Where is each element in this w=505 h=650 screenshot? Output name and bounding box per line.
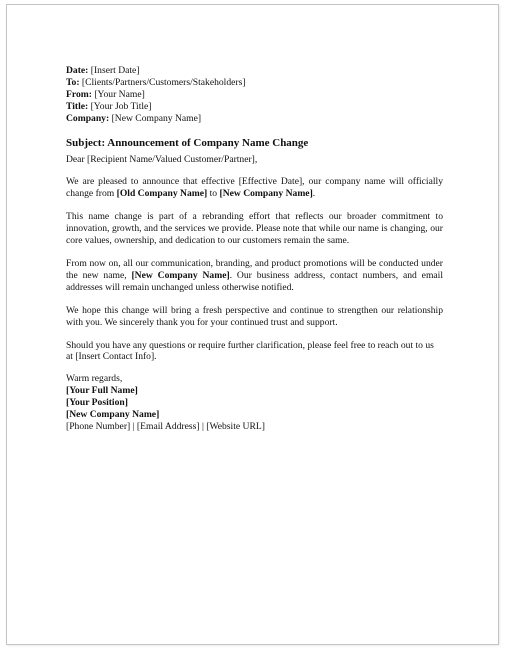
announcement-end: . xyxy=(312,188,316,200)
signature-full-name: [Your Full Name] xyxy=(66,385,138,397)
paragraph-thanks: We hope this change will bring a fresh perspective and continue to strengthen our relationship with you. We sincerely thank you for your continued trust and support. xyxy=(66,304,443,328)
paragraph-communication xyxy=(66,258,443,294)
closing: Warm regards, xyxy=(66,373,123,385)
date-label: Date: xyxy=(66,65,89,76)
signature-contact: [Phone Number] | [Email Address] | [Website URL] xyxy=(66,420,265,432)
paragraph-contact: Should you have any questions or require further clarification, please feel free to reach out to us at [Insert Contact Info]. xyxy=(66,339,434,363)
company-line xyxy=(66,113,443,125)
to-label: To: xyxy=(66,76,80,88)
paragraph-rebranding: This name change is part of a rebranding effort that reflects our broader commitment to innovation, growth, and the services we provide. Please note that while our name is changing, our core values, ownership, and dedication to our customers remain the same. xyxy=(66,211,443,247)
paragraph-announcement xyxy=(66,176,443,200)
to-value: [Clients/Partners/Customers/Stakeholders] xyxy=(79,76,246,88)
old-company-name: [Old Company Name] xyxy=(116,188,208,200)
signature-position: [Your Position] xyxy=(66,397,128,409)
new-company-name: [New Company Name] xyxy=(219,188,313,200)
date-line xyxy=(66,65,443,77)
subject-line: Subject: Announcement of Company Name Change xyxy=(66,136,309,149)
communication-new-name: [New Company Name] xyxy=(131,269,230,281)
title-value: [Your Job Title] xyxy=(88,100,152,112)
company-value: [New Company Name] xyxy=(109,112,202,124)
title-line xyxy=(66,101,443,113)
from-value: [Your Name] xyxy=(91,88,145,100)
date-value: [Insert Date] xyxy=(88,65,140,76)
to-line xyxy=(66,77,443,89)
communication-text: From now on, all our communication, branding, and product promotions will be conducted under the new name, xyxy=(66,257,443,281)
document-page xyxy=(6,4,499,645)
communication-end: . Our business address, contact numbers, and email addresses will remain unchanged unless otherwise notified. xyxy=(66,269,443,293)
signature-company: [New Company Name] xyxy=(66,409,160,421)
letter-body xyxy=(66,65,443,433)
company-label: Company: xyxy=(66,112,110,124)
title-label: Title: xyxy=(66,100,89,112)
announcement-text: We are pleased to announce that effective [Effective Date], our company name will officially change from xyxy=(66,176,443,200)
salutation: Dear [Recipient Name/Valued Customer/Partner], xyxy=(66,153,258,165)
from-line xyxy=(66,89,443,101)
from-label: From: xyxy=(66,88,92,100)
announcement-connector: to xyxy=(207,188,220,200)
